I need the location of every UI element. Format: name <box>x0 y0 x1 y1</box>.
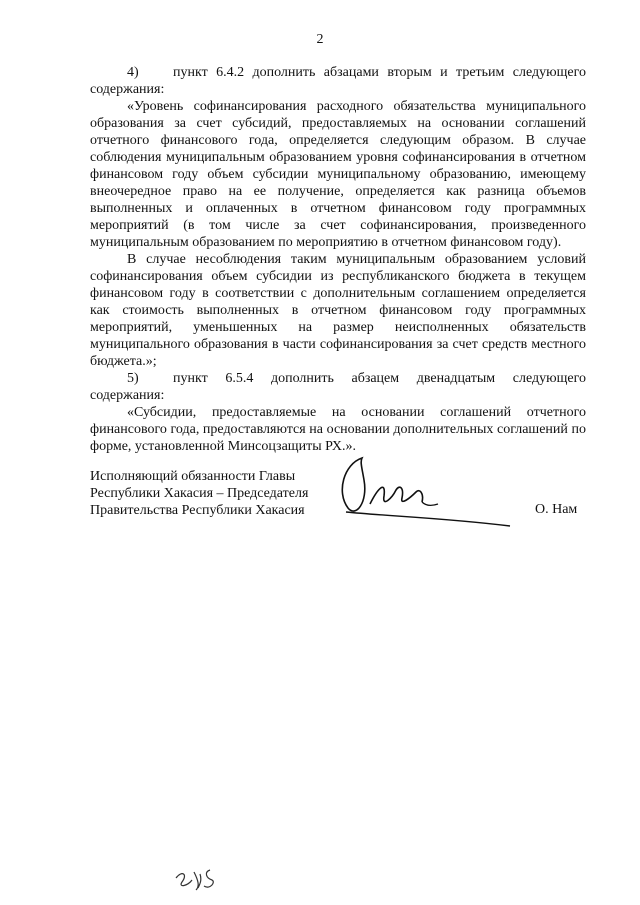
handwritten-signature <box>326 450 516 530</box>
page-number: 2 <box>316 32 324 47</box>
paragraph-text: «Субсидии, предоставляемые на основании соглашений отчетного финансового года, предоставляются на основании дополнительных соглашений по форме, установленной Минсоцзащиты РХ.». <box>90 405 586 454</box>
signatory-name: О. Нам <box>535 502 578 517</box>
item-number: 4) <box>127 65 139 80</box>
paragraph-item-5 <box>90 370 586 404</box>
paragraph-noncompliance <box>90 251 586 370</box>
item-number: 5) <box>127 371 139 386</box>
handwritten-note <box>170 862 224 892</box>
signatory-title-line: Правительства Республики Хакасия <box>90 503 305 518</box>
paragraph-quote-level <box>90 98 586 251</box>
signatory-title-line: Республики Хакасия – Председателя <box>90 486 309 501</box>
paragraph-item-4 <box>90 64 586 98</box>
document-body <box>90 64 586 455</box>
signatory-title-line: Исполняющий обязанности Главы <box>90 469 296 484</box>
signatory-title <box>90 468 308 519</box>
paragraph-text: пункт 6.4.2 дополнить абзацами вторым и третьим следующего содержания: <box>90 65 586 97</box>
paragraph-quote-subsidies <box>90 404 586 455</box>
paragraph-text: пункт 6.5.4 дополнить абзацем двенадцатым следующего содержания: <box>90 371 586 403</box>
paragraph-text: «Уровень софинансирования расходного обязательства муниципального образования за счет субсидий, предоставляемых на основании соглашений отчетного финансового года, определяется следующим образом. В случае соблюдения муниципальным образованием уровня софинансирования в отчетном финансовом году объем субсидии муниципальному образованию, имеющему внеочередное право на ее получение, определяется как разница объемов выполненных и оплаченных в отчетном финансовом году программных мероприятий (в том числе за счет софинансирования, произведенного муниципальным образованием по мероприятию в отчетном финансовом году). <box>90 99 586 250</box>
paragraph-text: В случае несоблюдения таким муниципальным образованием условий софинансирования объем субсидии из республиканского бюджета в текущем финансовом году в соответствии с дополнительным соглашением определяется как стоимость выполненных в отчетном финансовом году программных мероприятий, уменьшенных на размер неисполненных обязательств муниципального образования в части софинансирования за счет средств местного бюджета.»; <box>90 252 586 369</box>
